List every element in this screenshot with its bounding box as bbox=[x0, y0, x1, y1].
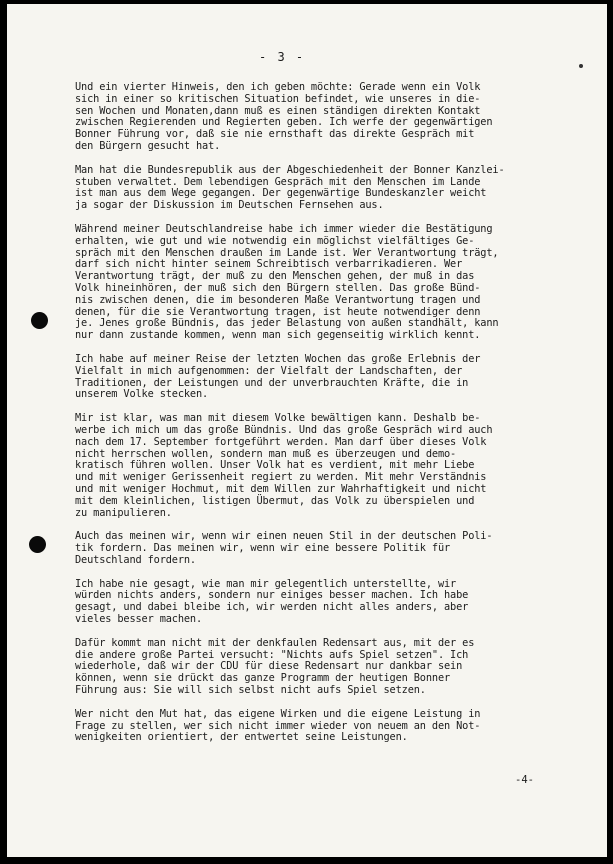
text-line: und mit weniger Hochmut, mit dem Willen zur Wahrhaftigkeit und nicht bbox=[75, 482, 487, 495]
ink-dot bbox=[579, 64, 583, 68]
text-line: können, wenn sie drückt das ganze Programm der heutigen Bonner bbox=[75, 672, 451, 685]
text-line: Ich habe nie gesagt, wie man mir gelegentlich unterstellte, wir bbox=[75, 577, 457, 590]
next-page-marker: -4- bbox=[515, 774, 534, 786]
text-line: Vielfalt in mich aufgenommen: der Vielfalt der Landschaften, der bbox=[75, 364, 463, 377]
text-line: die andere große Partei versucht: "Nichts aufs Spiel setzen". Ich bbox=[75, 648, 469, 661]
text-line: spräch mit den Menschen draußen im Lande ist. Wer Verantwortung trägt, bbox=[75, 246, 499, 259]
text-line: darf sich nicht hinter seinem Schreibtisch verbarrikadieren. Wer bbox=[75, 258, 463, 271]
paragraph bbox=[75, 531, 557, 566]
text-line: gesagt, und dabei bleibe ich, wir werden nicht alles anders, aber bbox=[75, 601, 469, 614]
text-line: je. Jenes große Bündnis, das jeder Belastung von außen standhält, kann bbox=[75, 317, 499, 330]
text-line: nur dann zustande kommen, wenn man sich gegenseitig wirklich kennt. bbox=[75, 329, 481, 342]
paragraph bbox=[75, 638, 557, 697]
paragraph bbox=[75, 165, 557, 212]
text-line: Verantwortung trägt, der muß zu den Menschen gehen, der muß in das bbox=[75, 270, 475, 283]
text-line: wenigkeiten orientiert, der entwertet seine Leistungen. bbox=[75, 731, 408, 744]
text-line: Führung aus: Sie will sich selbst nicht aufs Spiel setzen. bbox=[75, 684, 426, 697]
text-line: mit dem kleinlichen, listigen Übermut, das Volk zu überspielen und bbox=[75, 494, 475, 507]
text-line: Man hat die Bundesrepublik aus der Abgeschiedenheit der Bonner Kanzlei- bbox=[75, 163, 505, 176]
paragraph bbox=[75, 413, 557, 519]
paragraph bbox=[75, 82, 557, 153]
text-line: Volk hineinhören, der muß sich den Bürgern stellen. Das große Bünd- bbox=[75, 281, 481, 294]
text-line: Traditionen, der Leistungen und der unverbrauchten Kräfte, die in bbox=[75, 376, 469, 389]
text-line: Während meiner Deutschlandreise habe ich immer wieder die Bestätigung bbox=[75, 222, 493, 235]
text-line: zu manipulieren. bbox=[75, 506, 172, 519]
text-line: denen, für die sie Verantwortung tragen, ist heute notwendiger denn bbox=[75, 305, 481, 318]
text-line: werbe ich mich um das große Bündnis. Und das große Gespräch wird auch bbox=[75, 423, 493, 436]
text-line: Frage zu stellen, wer sich nicht immer wieder von neuem an den Not- bbox=[75, 719, 481, 732]
text-line: vieles besser machen. bbox=[75, 613, 203, 626]
text-line: Dafür kommt man nicht mit der denkfaulen Redensart aus, mit der es bbox=[75, 636, 475, 649]
text-line: erhalten, wie gut und wie notwendig ein möglichst vielfältiges Ge- bbox=[75, 234, 475, 247]
text-line: Auch das meinen wir, wenn wir einen neuen Stil in der deutschen Poli- bbox=[75, 530, 493, 543]
text-line: Mir ist klar, was man mit diesem Volke bewältigen kann. Deshalb be- bbox=[75, 412, 481, 425]
text-line: Bonner Führung vor, daß sie nie ernsthaft das direkte Gespräch mit bbox=[75, 128, 475, 141]
paragraph bbox=[75, 709, 557, 744]
punch-hole bbox=[29, 536, 46, 553]
text-line: tik fordern. Das meinen wir, wenn wir eine bessere Politik für bbox=[75, 542, 451, 555]
text-line: Deutschland fordern. bbox=[75, 553, 196, 566]
text-line: stuben verwaltet. Dem lebendigen Gespräch mit den Menschen im Lande bbox=[75, 175, 481, 188]
paragraph bbox=[75, 354, 557, 401]
text-line: würden nichts anders, sondern nur einiges besser machen. Ich habe bbox=[75, 589, 469, 602]
text-line: nicht herrschen wollen, sondern man muß es überzeugen und demo- bbox=[75, 447, 457, 460]
text-line: und mit weniger Gerissenheit regiert zu werden. Mit mehr Verständnis bbox=[75, 471, 487, 484]
page-number: - 3 - bbox=[259, 50, 306, 64]
text-line: Und ein vierter Hinweis, den ich geben möchte: Gerade wenn ein Volk bbox=[75, 81, 481, 93]
punch-hole bbox=[31, 312, 48, 329]
text-line: wiederhole, daß wir der CDU für diese Redensart nur dankbar sein bbox=[75, 660, 463, 673]
text-line: nis zwischen denen, die im besonderen Maße Verantwortung tragen und bbox=[75, 293, 481, 306]
text-line: nach dem 17. September fortgeführt werden. Man darf über dieses Volk bbox=[75, 435, 487, 448]
text-line: ist man aus dem Wege gegangen. Der gegenwärtige Bundeskanzler weicht bbox=[75, 187, 487, 200]
paragraph bbox=[75, 579, 557, 626]
document-body bbox=[75, 82, 557, 756]
text-line: kratisch führen wollen. Unser Volk hat es verdient, mit mehr Liebe bbox=[75, 459, 475, 472]
text-line: zwischen Regierenden und Regierten geben. Ich werfe der gegenwärtigen bbox=[75, 116, 493, 129]
document-sheet bbox=[7, 4, 607, 857]
paragraph bbox=[75, 224, 557, 342]
text-line: den Bürgern gesucht hat. bbox=[75, 139, 221, 152]
text-line: Ich habe auf meiner Reise der letzten Wochen das große Erlebnis der bbox=[75, 352, 481, 365]
text-line: unserem Volke stecken. bbox=[75, 388, 209, 401]
text-line: sen Wochen und Monaten,dann muß es einen ständigen direkten Kontakt bbox=[75, 104, 481, 117]
text-line: Wer nicht den Mut hat, das eigene Wirken und die eigene Leistung in bbox=[75, 707, 481, 720]
text-line: ja sogar der Diskussion im Deutschen Fernsehen aus. bbox=[75, 199, 384, 212]
text-line: sich in einer so kritischen Situation befindet, wie unseres in die- bbox=[75, 92, 481, 105]
